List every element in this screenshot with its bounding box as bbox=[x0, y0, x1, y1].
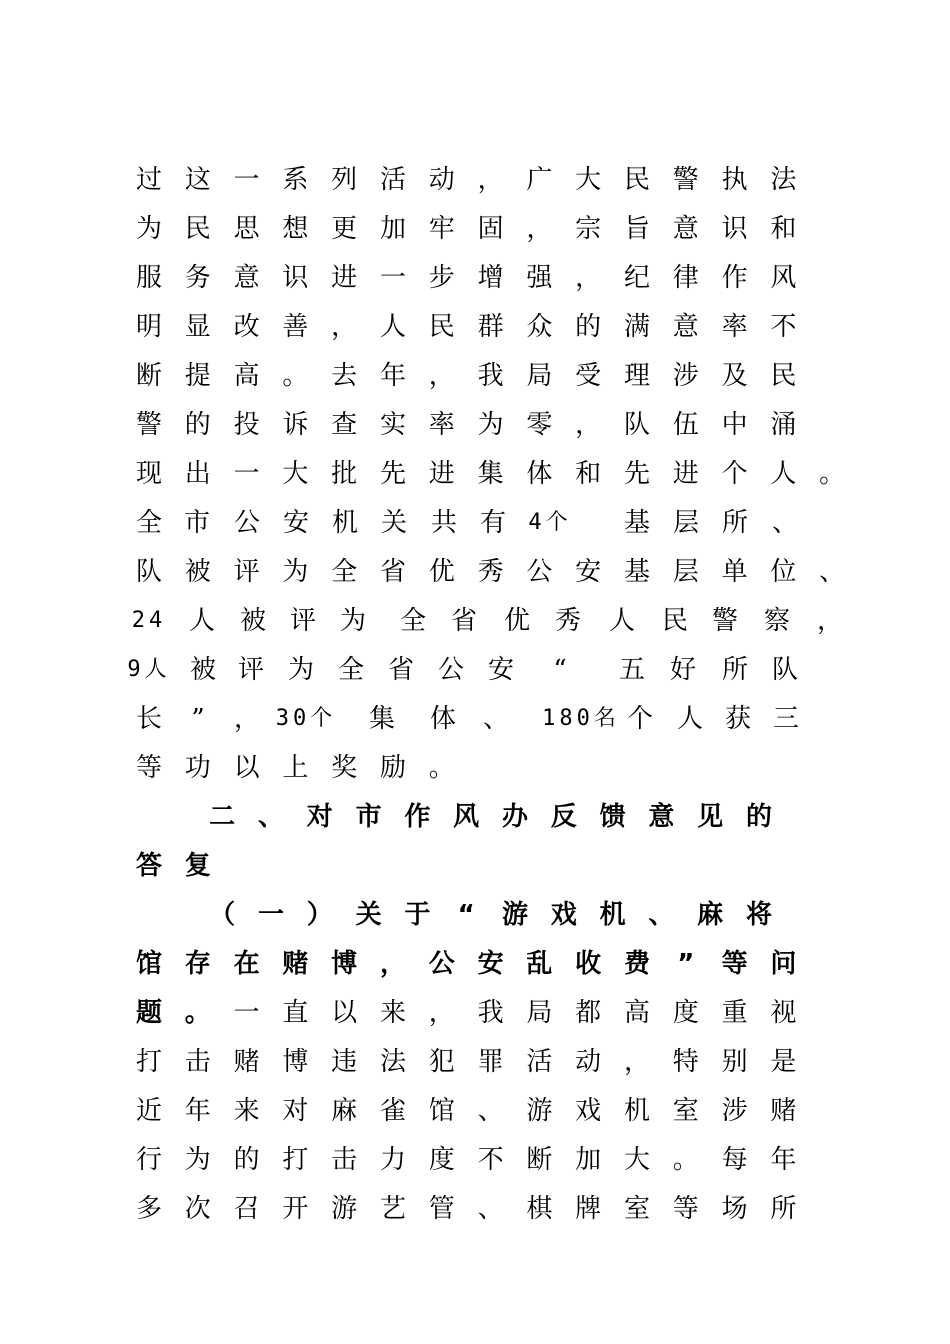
text-line: 服 务 意 识 进 一 步 增 强 ， 纪 律 作 风 bbox=[135, 263, 797, 293]
text-line: 等 功 以 上 奖 励 。 bbox=[135, 753, 455, 783]
text-line: 答 复 bbox=[135, 851, 211, 881]
text-line: 队 被 评 为 全 省 优 秀 公 安 基 层 单 位 、 bbox=[135, 557, 846, 587]
text-line: （ 一 ） 关 于 “ 游 戏 机 、 麻 将 bbox=[209, 900, 773, 930]
text-line: 现 出 一 大 批 先 进 集 体 和 先 进 个 人 。 bbox=[135, 459, 846, 489]
text-line: 二 、 对 市 作 风 办 反 馈 意 见 的 bbox=[209, 802, 773, 832]
text-line: 行 为 的 打 击 力 度 不 断 加 大 。 每 年 bbox=[135, 1145, 797, 1175]
text-line: 为 民 思 想 更 加 牢 固 ， 宗 旨 意 识 和 bbox=[135, 214, 797, 244]
text-line: 近 年 来 对 麻 雀 馆 、 游 戏 机 室 涉 赌 bbox=[135, 1096, 797, 1126]
text-line: 明 显 改 善 ， 人 民 群 众 的 满 意 率 不 bbox=[135, 312, 797, 342]
text-line: 警 的 投 诉 查 实 率 为 零 ， 队 伍 中 涌 bbox=[135, 410, 797, 440]
text-line: 24 人 被 评 为 全 省 优 秀 人 民 警 察 ， bbox=[131, 606, 844, 636]
text-line: 全 市 公 安 机 关 共 有 4个 基 层 所 、 bbox=[135, 508, 799, 538]
text-line: 馆 存 在 赌 博 ， 公 安 乱 收 费 ” 等 问 bbox=[135, 949, 797, 979]
text-line: 题 。 一 直 以 来 ， 我 局 都 高 度 重 视 bbox=[135, 998, 797, 1028]
text-line: 过 这 一 系 列 活 动 ， 广 大 民 警 执 法 bbox=[135, 165, 797, 195]
text-line: 长 ” ， 30个 集 体 、 180名 个 人 获 三 bbox=[135, 704, 800, 734]
text-line: 多 次 召 开 游 艺 管 、 棋 牌 室 等 场 所 bbox=[135, 1194, 797, 1224]
text-line: 9人 被 评 为 全 省 公 安 “ 五 好 所 队 bbox=[127, 655, 799, 685]
text-line: 打 击 赌 博 违 法 犯 罪 活 动 ， 特 别 是 bbox=[135, 1047, 797, 1077]
text-line: 断 提 高 。 去 年 ， 我 局 受 理 涉 及 民 bbox=[135, 361, 797, 391]
